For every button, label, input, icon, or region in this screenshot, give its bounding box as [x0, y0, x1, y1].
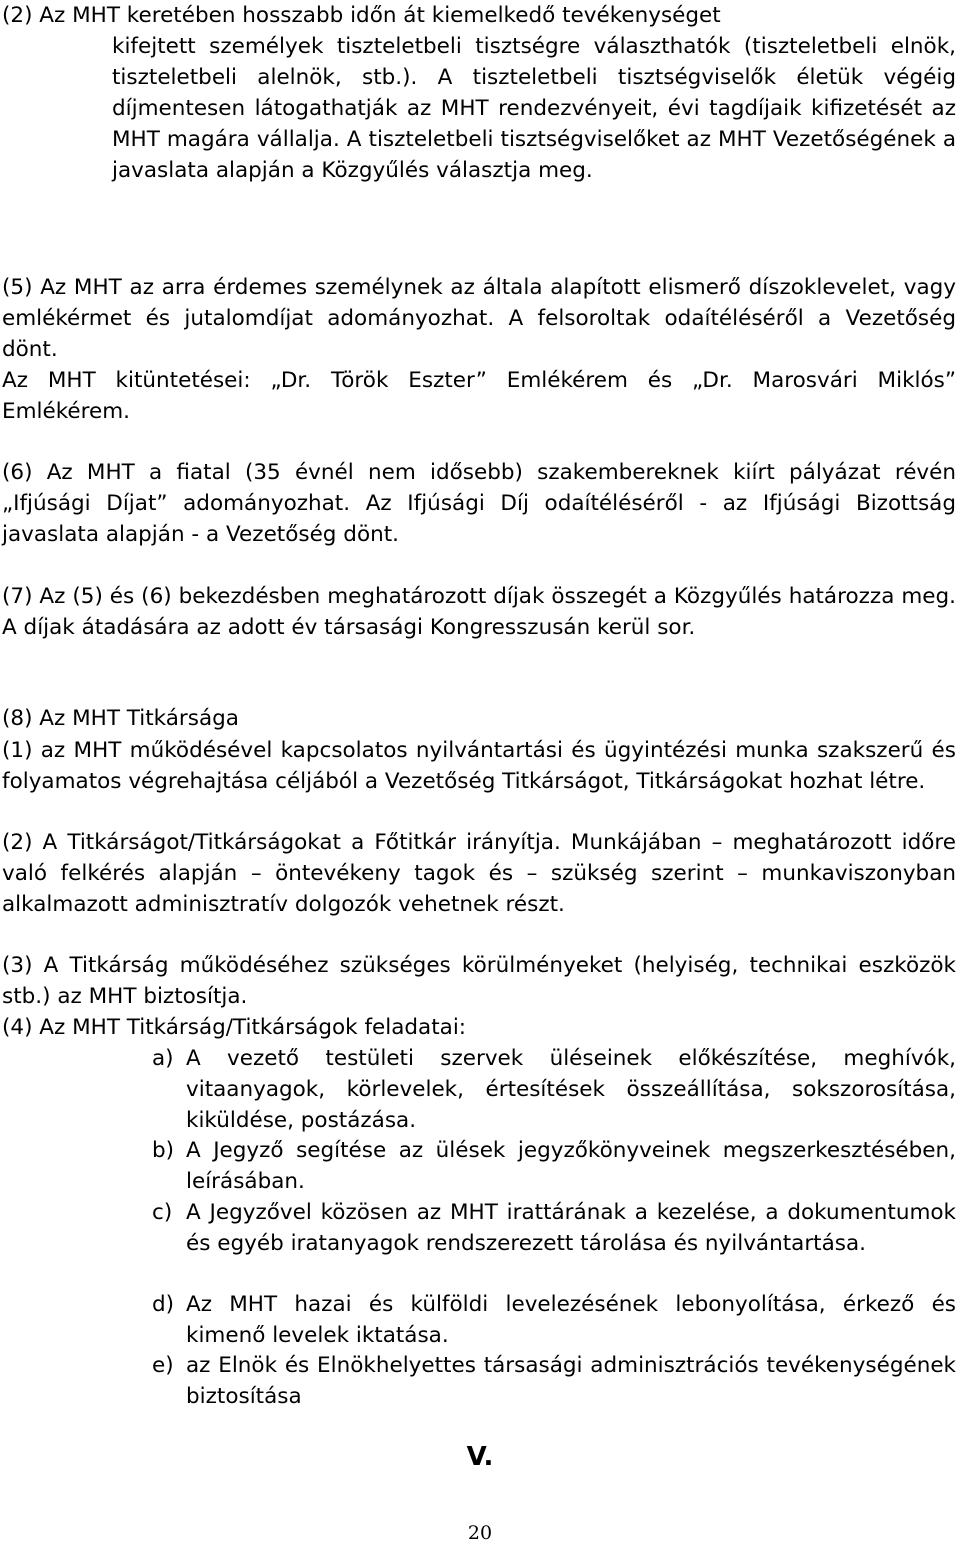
- paragraph-8-1: (1) az MHT működésével kapcsolatos nyilvántartási és ügyintézési munka szakszerű és folyamatos végrehajtása céljából a Vezetőség Titkárságot, Titkárságokat hozhat létre.: [2, 738, 956, 794]
- page-number: 20: [467, 1522, 493, 1544]
- paragraph-2-body: kifejtett személyek tiszteletbeli tisztségre választhatók (tiszteletbeli elnök, tiszteletbeli alelnök, stb.). A tiszteletbeli tisztségviselők életük végéig díjmentesen látogathatják az MHT rendezvényeit, évi tagdíjaik kifizetését az MHT magára vállalja. A tiszteletbeli tisztségviselőket az MHT Vezetőségének a javaslata alapján a Közgyűlés választja meg.: [112, 34, 956, 183]
- task-text: Az MHT hazai és külföldi levelezésének lebonyolítása, érkező és kimenő levelek iktatása.: [186, 1292, 956, 1348]
- section-heading: V.: [466, 1442, 494, 1472]
- task-label: c): [152, 1200, 173, 1225]
- paragraph-2-first-line: (2) Az MHT keretében hosszabb időn át kiemelkedő tevékenységet: [2, 3, 721, 28]
- paragraph-8-2: (2) A Titkárságot/Titkárságokat a Főtitkár irányítja. Munkájában – meghatározott időre való felkérés alapján – öntevékeny tagok és – szükség szerint – munkaviszonyban alkalmazott adminisztratív dolgozók vehetnek részt.: [2, 830, 956, 917]
- paragraph-5-awards: Az MHT kitüntetései: „Dr. Török Eszter” Emlékérem és „Dr. Marosvári Miklós” Emlékérem.: [2, 368, 956, 424]
- task-text: A Jegyzővel közösen az MHT irattárának a kezelése, a dokumentumok és egyéb iratanyagok rendszerezett tárolása és nyilvántartása.: [186, 1200, 956, 1256]
- paragraph-8-4: (4) Az MHT Titkárság/Titkárságok feladatai:: [2, 1015, 467, 1040]
- paragraph-5: (5) Az MHT az arra érdemes személynek az általa alapított elismerő díszoklevelet, vagy emlékérmet és jutalomdíjat adományozhat. A felsoroltak odaítéléséről a Vezetőség dönt.: [2, 275, 956, 362]
- task-item-c: [152, 1197, 956, 1259]
- task-label: e): [152, 1353, 174, 1378]
- paragraph-6: (6) Az MHT a fiatal (35 évnél nem idősebb) szakembereknek kiírt pályázat révén „Ifjúsági Díjat” adományozhat. Az Ifjúsági Díj odaítéléséről - az Ifjúsági Bizottság javaslata alapján - a Vezetőség dönt.: [2, 460, 956, 547]
- paragraph-8-3: (3) A Titkárság működéséhez szükséges körülményeket (helyiség, technikai eszközök stb.) az MHT biztosítja.: [2, 953, 956, 1009]
- task-item-b: [152, 1135, 956, 1197]
- task-item-e: [152, 1350, 956, 1412]
- paragraph-8-title: (8) Az MHT Titkársága: [2, 706, 239, 731]
- paragraph-7: (7) Az (5) és (6) bekezdésben meghatározott díjak összegét a Közgyűlés határozza meg. A díjak átadására az adott év társasági Kongresszusán kerül sor.: [2, 584, 956, 640]
- task-item-a: [152, 1043, 956, 1136]
- task-item-d: [152, 1289, 956, 1351]
- task-text: A Jegyző segítése az ülések jegyzőkönyveinek megszerkesztésében, leírásában.: [186, 1138, 956, 1194]
- task-label: d): [152, 1292, 175, 1317]
- task-text: az Elnök és Elnökhelyettes társasági adminisztrációs tevékenységének biztosítása: [186, 1353, 956, 1409]
- task-text: A vezető testületi szervek üléseinek előkészítése, meghívók, vitaanyagok, körlevelek, értesítések összeállítása, sokszorosítása, kiküldése, postázása.: [186, 1046, 956, 1133]
- task-label: b): [152, 1138, 175, 1163]
- task-label: a): [152, 1046, 174, 1071]
